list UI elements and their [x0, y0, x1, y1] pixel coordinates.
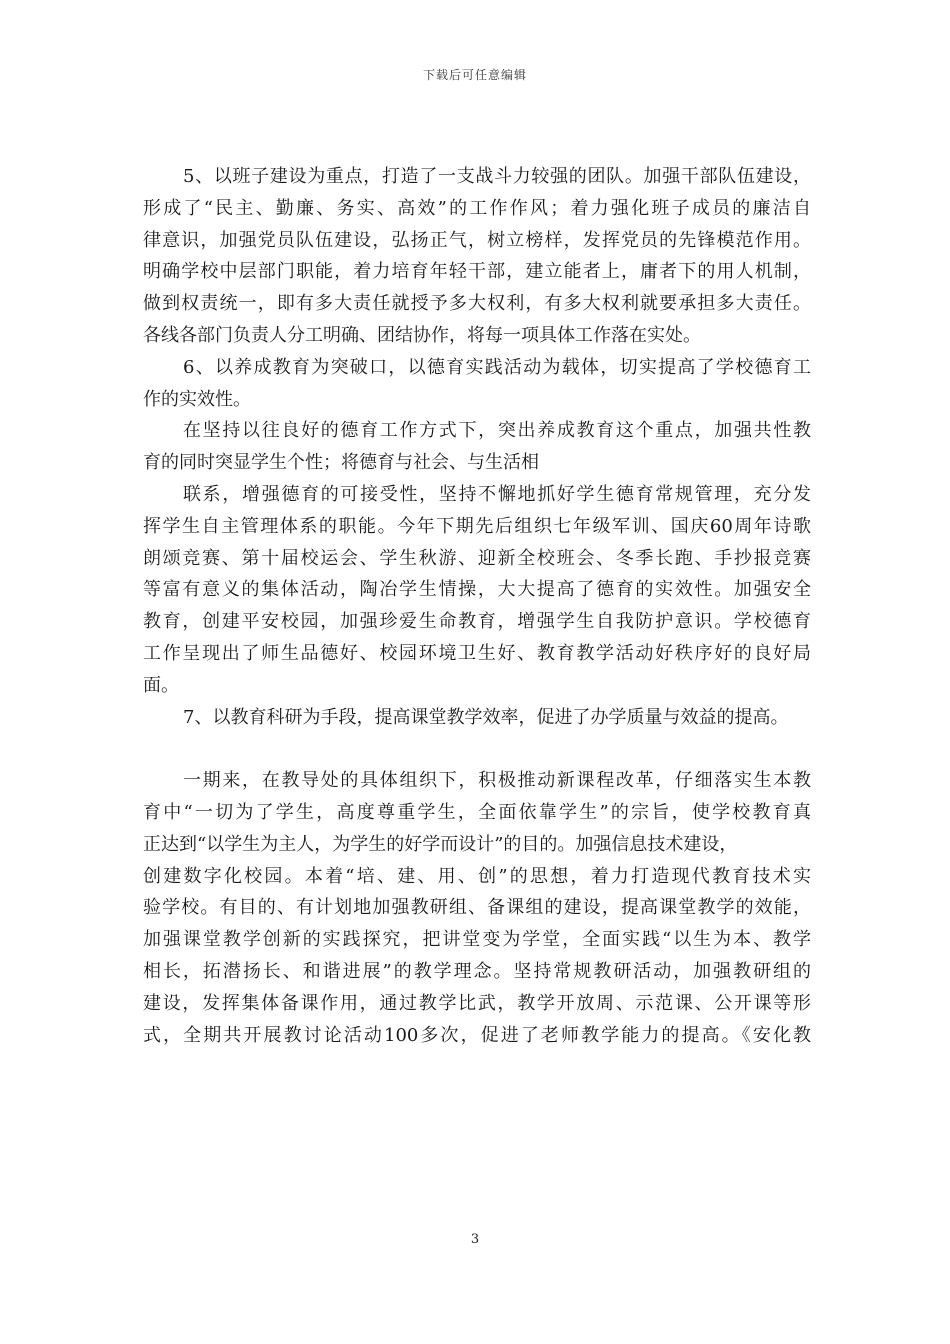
document-body	[143, 161, 811, 1051]
text-line: 育的同时突显学生个性；将德育与社会、与生活相	[143, 452, 539, 474]
text-line: 建设，发挥集体备课作用，通过教学比武，教学开放周、示范课、公开课等形	[143, 992, 811, 1014]
text-line: 工作呈现出了师生品德好、校园环境卫生好、教育教学活动好秩序好的良好局	[143, 642, 811, 664]
text-line: 加强课堂教学创新的实践探究，把讲堂变为学堂，全面实践“以生为本、教学	[143, 929, 811, 951]
text-line: 5、以班子建设为重点，打造了一支战斗力较强的团队。加强干部队伍建设，	[183, 166, 811, 187]
text-line: 6、以养成教育为突破口，以德育实践活动为载体，切实提高了学校德育工	[183, 356, 811, 378]
text-line: 挥学生自主管理体系的职能。今年下期先后组织七年级军训、国庆60周年诗歌	[143, 515, 811, 537]
text-line: 在坚持以往良好的德育工作方式下，突出养成教育这个重点，加强共性教	[183, 420, 811, 442]
text-line: 朗颂竞赛、第十届校运会、学生秋游、迎新全校班会、冬季长跑、手抄报竞赛	[143, 547, 811, 569]
text-line: 各线各部门负责人分工明确、团结协作，将每一项具体工作落在实处。	[143, 324, 701, 346]
text-line: 教育，创建平安校园，加强珍爱生命教育，增强学生自我防护意识。学校德育	[143, 611, 811, 633]
text-line: 做到权责统一，即有多大责任就授予多大权利，有多大权利就要承担多大责任。	[143, 293, 811, 315]
text-line: 联系，增强德育的可接受性，坚持不懈地抓好学生德育常规管理，充分发	[183, 483, 811, 505]
text-line: 一期来，在教导处的具体组织下，积极推动新课程改革，仔细落实生本教	[183, 770, 811, 792]
paragraph-gap	[143, 733, 811, 765]
text-line: 式，全期共开展教讨论活动100多次，促进了老师教学能力的提高。《安化教	[143, 1024, 811, 1046]
text-line: 7、以教育科研为手段，提高课堂教学效率，促进了办学质量与效益的提高。	[183, 706, 789, 728]
text-line: 作的实效性。	[143, 388, 251, 410]
text-line: 验学校。有目的、有计划地加强教研组、备课组的建设，提高课堂教学的效能，	[143, 897, 811, 919]
text-line: 正达到“以学生为主人，为学生的好学而设计”的目的。加强信息技术建设，	[143, 833, 738, 855]
text-line: 育中“一切为了学生，高度尊重学生，全面依靠学生”的宗旨，使学校教育真	[143, 801, 811, 823]
text-line: 律意识，加强党员队伍建设，弘扬正气，树立榜样，发挥党员的先锋模范作用。	[143, 229, 811, 251]
text-line: 形成了“民主、勤廉、务实、高效”的工作作风；着力强化班子成员的廉洁自	[143, 197, 811, 219]
page-header: 下载后可任意编辑	[422, 68, 527, 82]
text-line: 相长，拓潜扬长、和谐进展”的教学理念。坚持常规教研活动，加强教研组的	[143, 960, 811, 982]
page-number: 3	[470, 1232, 480, 1247]
text-line: 明确学校中层部门职能，着力培育年轻干部，建立能者上，庸者下的用人机制，	[143, 261, 811, 283]
text-line: 等富有意义的集体活动，陶冶学生情操，大大提高了德育的实效性。加强安全	[143, 579, 811, 601]
text-line: 创建数字化校园。本着“培、建、用、创”的思想，着力打造现代教育技术实	[143, 865, 811, 887]
text-line: 面。	[143, 674, 179, 696]
